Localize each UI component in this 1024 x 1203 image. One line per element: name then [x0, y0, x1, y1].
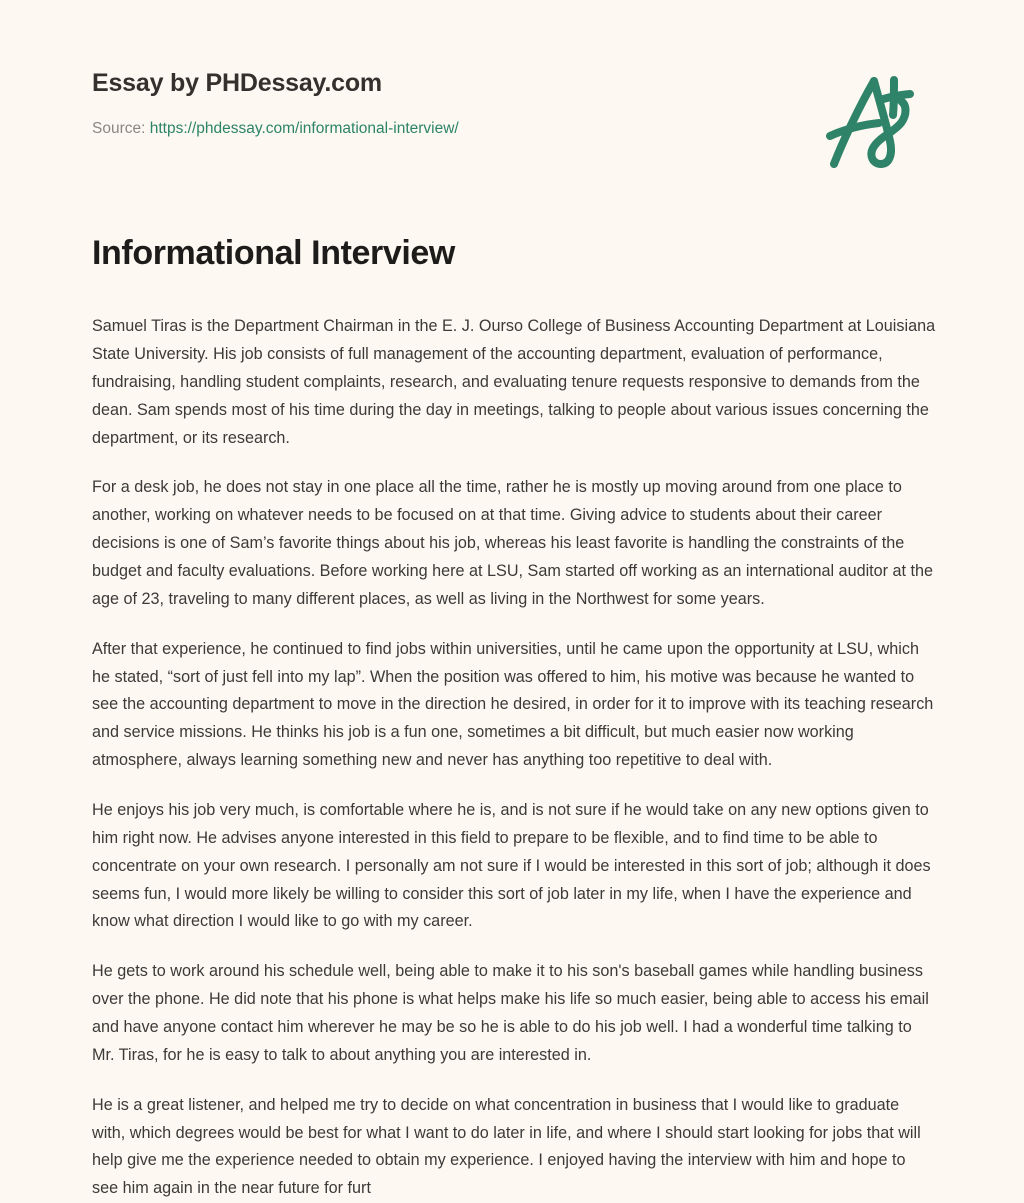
article-paragraph: After that experience, he continued to find jobs within universities, until he came upon the opportunity at LSU, which he stated, “sort of just fell into my lap”. When the position was offered to him, his motive was because he wanted to see the accounting department to move in the direction he desired, in order for it to improve with its teaching research and service missions. He thinks his job is a fun one, sometimes a bit difficult, but much easier now working atmosphere, always learning something new and never has anything too repetitive to deal with. [92, 639, 934, 770]
article-paragraph: He enjoys his job very much, is comfortable where he is, and is not sure if he would take on any new options given to him right now. He advises anyone interested in this field to prepare to be flexible, and to find time to be able to concentrate on your own research. I personally am not sure if I would be interested in this sort of job; although it does seems fun, I would more likely be willing to consider this sort of job later in my life, when I have the experience and know what direction I would like to go with my career. [92, 800, 931, 931]
article-paragraph: For a desk job, he does not stay in one place all the time, rather he is mostly up moving around from one place to another, working on whatever needs to be focused on at that time. Giving advice to students about their career decisions is one of Sam’s favorite things about his job, whereas his least favorite is handling the constraints of the budget and faculty evaluations. Before working here at LSU, Sam started off working as an international auditor at the age of 23, traveling to many different places, as well as living in the Northwest for some years. [92, 478, 934, 608]
phdessay-logo[interactable] [812, 66, 932, 176]
source-line [92, 119, 459, 139]
article [0, 234, 1024, 1203]
article-paragraph: He is a great listener, and helped me try to decide on what concentration in business that I would like to graduate with, which degrees would be best for what I want to do later in life, and where I should start looking for jobs that will help give me the experience needed to obtain my experience. I enjoyed having the interview with him and hope to see him again in the near future for furt [92, 1095, 921, 1198]
source-label: Source: [92, 120, 146, 137]
brand-title: Essay by PHDessay.com [92, 69, 382, 97]
article-body [92, 313, 936, 1203]
article-paragraph: He gets to work around his schedule well, being able to make it to his son's baseball games while handling business over the phone. He did note that his phone is what helps make his life so much easier, being able to access his email and have anyone contact him wherever he may be so he is able to do his job well. I had a wonderful time talking to Mr. Tiras, for he is easy to talk to about anything you are interested in. [92, 962, 929, 1064]
article-paragraph: Samuel Tiras is the Department Chairman in the E. J. Ourso College of Business Accounting Department at Louisiana State University. His job consists of full management of the accounting department, evaluation of performance, fundraising, handling student complaints, research, and evaluating tenure requests responsive to demands from the dean. Sam spends most of his time during the day in meetings, talking to people about various issues concerning the department, or its research. [92, 317, 936, 447]
page-title: Informational Interview [92, 234, 455, 272]
a-plus-grade-icon [817, 71, 927, 171]
header-left [92, 62, 459, 139]
site-header [0, 0, 1024, 176]
source-url-link[interactable]: https://phdessay.com/informational-interview/ [149, 120, 459, 137]
